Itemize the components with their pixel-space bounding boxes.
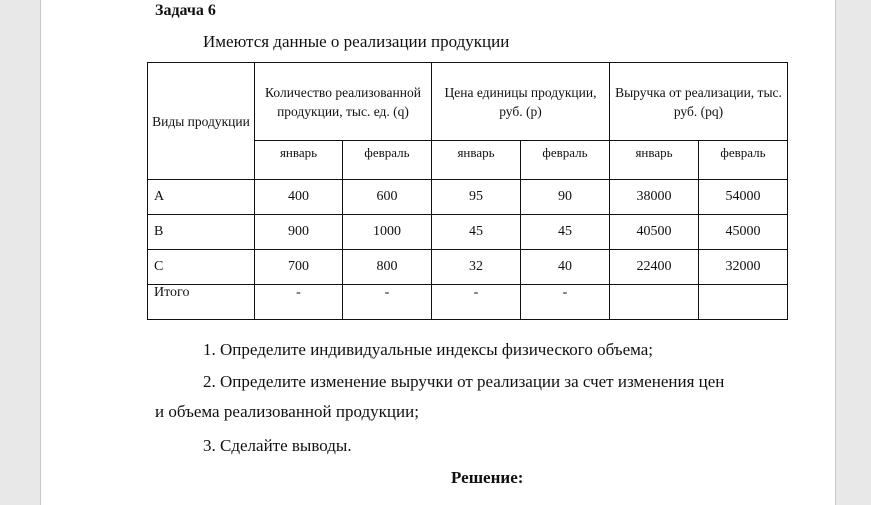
row-label: B	[148, 215, 255, 250]
table-cell: 32000	[699, 250, 788, 285]
table-cell: 95	[432, 180, 521, 215]
table-cell: 90	[521, 180, 610, 215]
table-cell: -	[521, 285, 610, 320]
table-cell	[610, 285, 699, 320]
row-label: Итого	[148, 285, 255, 320]
table-cell	[699, 285, 788, 320]
header-product: Виды продукции	[148, 63, 255, 180]
table-cell: 45000	[699, 215, 788, 250]
table-cell: 600	[343, 180, 432, 215]
header-price: Цена единицы продукции, руб. (p)	[432, 63, 610, 141]
table-row	[148, 180, 788, 215]
table-cell: 54000	[699, 180, 788, 215]
table-cell: 900	[255, 215, 343, 250]
table-cell: 1000	[343, 215, 432, 250]
table-cell: -	[432, 285, 521, 320]
table-cell: 400	[255, 180, 343, 215]
task-item: 2. Определите изменение выручки от реализации за счет изменения цен	[203, 372, 725, 391]
table-cell: 40	[521, 250, 610, 285]
table-cell: 32	[432, 250, 521, 285]
sales-table	[147, 62, 788, 320]
table-row	[148, 285, 788, 320]
subheader-month: январь	[610, 141, 699, 180]
document-page	[40, 0, 836, 505]
table-row	[148, 215, 788, 250]
header-quantity: Количество реализованной продукции, тыс. ед. (q)	[255, 63, 432, 141]
subheader-month: февраль	[343, 141, 432, 180]
table-cell: 800	[343, 250, 432, 285]
row-label: C	[148, 250, 255, 285]
task-item: 3. Сделайте выводы.	[203, 436, 352, 455]
table-row	[148, 250, 788, 285]
table-cell: 45	[432, 215, 521, 250]
row-label: A	[148, 180, 255, 215]
intro-text: Имеются данные о реализации продукции	[203, 32, 510, 51]
table-cell: -	[255, 285, 343, 320]
table-cell: -	[343, 285, 432, 320]
solution-heading: Решение:	[451, 468, 524, 487]
header-revenue: Выручка от реализации, тыс. руб. (pq)	[610, 63, 788, 141]
table-cell: 22400	[610, 250, 699, 285]
table-cell: 40500	[610, 215, 699, 250]
task-title: Задача 6	[155, 2, 216, 19]
table-cell: 700	[255, 250, 343, 285]
task-item-continuation: и объема реализованной продукции;	[155, 402, 419, 421]
task-item: 1. Определите индивидуальные индексы физического объема;	[203, 340, 654, 359]
table-cell: 38000	[610, 180, 699, 215]
table-cell: 45	[521, 215, 610, 250]
subheader-month: февраль	[521, 141, 610, 180]
subheader-month: январь	[255, 141, 343, 180]
subheader-month: февраль	[699, 141, 788, 180]
subheader-month: январь	[432, 141, 521, 180]
